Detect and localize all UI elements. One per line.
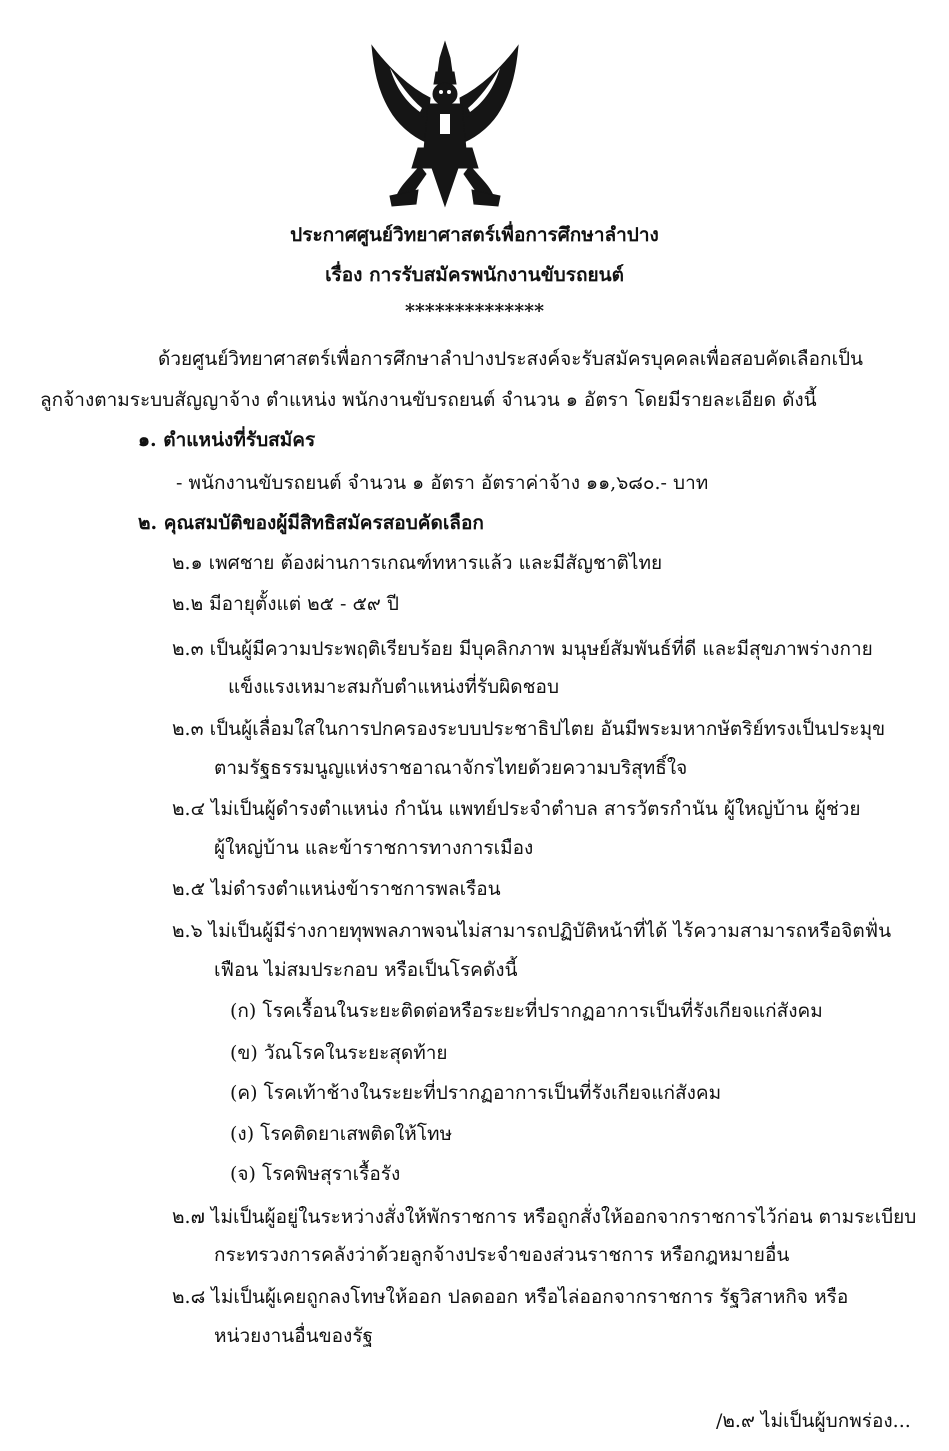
list-item: ๒.๔ ไม่เป็นผู้ดำรงตำแหน่ง กำนัน แพทย์ประจำตำบล สารวัตรกำนัน ผู้ใหญ่บ้าน ผู้ช่วย (172, 798, 861, 820)
intro-line-2: ลูกจ้างตามระบบสัญญาจ้าง ตำแหน่ง พนักงานขับรถยนต์ จำนวน ๑ อัตรา โดยมีรายละเอียด ดังนี้ (40, 389, 817, 411)
list-item: หน่วยงานอื่นของรัฐ (214, 1325, 374, 1347)
page-continuation: /๒.๙ ไม่เป็นผู้บกพร่อง... (716, 1410, 911, 1432)
list-item: (ง) โรคติดยาเสพติดให้โทษ (230, 1123, 453, 1145)
list-item: (ข) วัณโรคในระยะสุดท้าย (230, 1042, 448, 1064)
list-item: ๒.๘ ไม่เป็นผู้เคยถูกลงโทษให้ออก ปลดออก หรือไล่ออกจากราชการ รัฐวิสาหกิจ หรือ (172, 1286, 849, 1308)
section-2-heading: ๒. คุณสมบัติของผู้มีสิทธิสมัครสอบคัดเลือก (138, 512, 484, 534)
list-item: กระทรวงการคลังว่าด้วยลูกจ้างประจำของส่วนราชการ หรือกฎหมายอื่น (214, 1244, 790, 1266)
list-item: (จ) โรคพิษสุราเรื้อรัง (230, 1163, 401, 1185)
list-item: แข็งแรงเหมาะสมกับตำแหน่งที่รับผิดชอบ (228, 676, 560, 698)
list-item: (ค) โรคเท้าช้างในระยะที่ปรากฏอาการเป็นที่รังเกียจแก่สังคม (230, 1082, 722, 1104)
garuda-emblem-icon (360, 38, 530, 210)
announcement-subject: เรื่อง การรับสมัครพนักงานขับรถยนต์ (325, 264, 624, 286)
section-1-item: - พนักงานขับรถยนต์ จำนวน ๑ อัตรา อัตราค่าจ้าง ๑๑,๖๘๐.- บาท (176, 472, 709, 494)
list-item: (ก) โรคเรื้อนในระยะติดต่อหรือระยะที่ปรากฏอาการเป็นที่รังเกียจแก่สังคม (230, 1000, 823, 1022)
list-item: ๒.๑ เพศชาย ต้องผ่านการเกณฑ์ทหารแล้ว และมีสัญชาติไทย (172, 552, 663, 574)
section-1-heading: ๑. ตำแหน่งที่รับสมัคร (138, 429, 316, 451)
list-item: ๒.๓ เป็นผู้มีความประพฤติเรียบร้อย มีบุคลิกภาพ มนุษย์สัมพันธ์ที่ดี และมีสุขภาพร่างกาย (172, 638, 873, 660)
list-item: ตามรัฐธรรมนูญแห่งราชอาณาจักรไทยด้วยความบริสุทธิ์ใจ (214, 757, 688, 779)
list-item: ๒.๗ ไม่เป็นผู้อยู่ในระหว่างสั่งให้พักราชการ หรือถูกสั่งให้ออกจากราชการไว้ก่อน ตามระเบียบ (172, 1206, 917, 1228)
list-item: ผู้ใหญ่บ้าน และข้าราชการทางการเมือง (214, 837, 534, 859)
list-item: ๒.๒ มีอายุตั้งแต่ ๒๕ - ๕๙ ปี (172, 593, 399, 615)
list-item: ๒.๓ เป็นผู้เลื่อมใสในการปกครองระบบประชาธิปไตย อันมีพระมหากษัตริย์ทรงเป็นประมุข (172, 718, 886, 740)
intro-line-1: ด้วยศูนย์วิทยาศาสตร์เพื่อการศึกษาลำปางประสงค์จะรับสมัครบุคคลเพื่อสอบคัดเลือกเป็น (158, 348, 864, 370)
list-item: เฟือน ไม่สมประกอบ หรือเป็นโรคดังนี้ (214, 959, 518, 981)
list-item: ๒.๕ ไม่ดำรงตำแหน่งข้าราชการพลเรือน (172, 878, 501, 900)
announcement-title: ประกาศศูนย์วิทยาศาสตร์เพื่อการศึกษาลำปาง (290, 224, 659, 246)
header-divider: ************** (404, 300, 545, 322)
list-item: ๒.๖ ไม่เป็นผู้มีร่างกายทุพพลภาพจนไม่สามารถปฏิบัติหน้าที่ได้ ไร้ความสามารถหรือจิตฟั่น (172, 920, 892, 942)
